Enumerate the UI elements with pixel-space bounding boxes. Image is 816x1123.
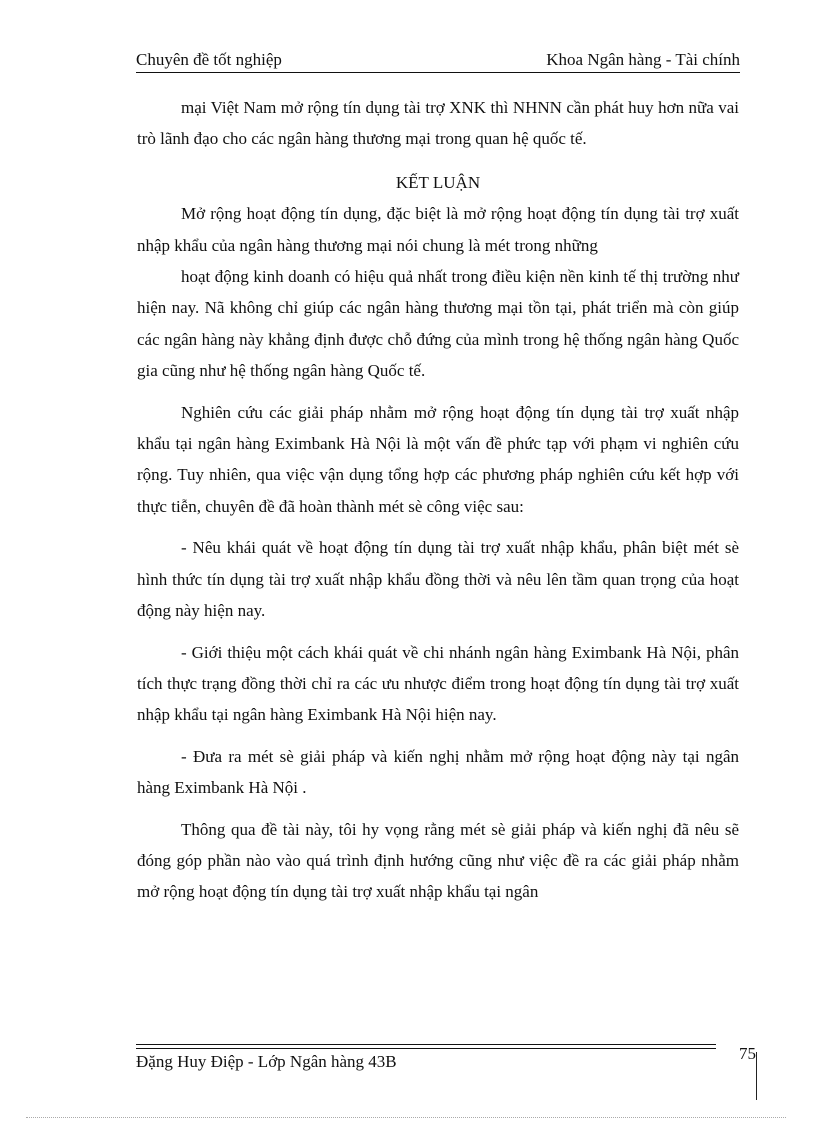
body-text [137, 92, 739, 908]
footer-vertical-line [756, 1052, 757, 1100]
page-number: 75 [739, 1044, 756, 1063]
page-bottom-dotted-line [26, 1117, 786, 1118]
paragraph-item-1: - Nêu khái quát về hoạt động tín dụng tài trợ xuất nhập khẩu, phân biệt mét sè hình thức tín dụng tài trợ xuất nhập khẩu đồng thời và nêu lên tầm quan trọng của hoạt động này hiện nay. [137, 538, 739, 621]
paragraph-conclusion-1b: hoạt động kinh doanh có hiệu quả nhất trong điều kiện nền kinh tế thị trường như hiện nay. Nã không chỉ giúp các ngân hàng thương mại tồn tại, phát triển mà còn giúp các ngân hàng này khẳng định được chỗ đứng của mình trong hệ thống ngân hàng Quốc gia cũng như hệ thống ngân hàng Quốc tế. [137, 267, 739, 381]
footer-author: Đặng Huy Điệp - Lớp Ngân hàng 43B [136, 1052, 397, 1071]
paragraph-item-3: - Đưa ra mét sè giải pháp và kiến nghị nhằm mở rộng hoạt động này tại ngân hàng Eximbank Hà Nội . [137, 746, 739, 798]
paragraph-intro: mại Việt Nam mở rộng tín dụng tài trợ XNK thì NHNN cần phát huy hơn nữa vai trò lãnh đạo cho các ngân hàng thương mại trong quan hệ quốc tế. [137, 98, 739, 149]
page-header [136, 50, 740, 73]
header-right: Khoa Ngân hàng - Tài chính [546, 50, 740, 69]
paragraph-conclusion-1a: Mở rộng hoạt động tín dụng, đặc biệt là mở rộng hoạt động tín dụng tài trợ xuất nhập khẩu của ngân hàng thương mại nói chung là mét trong những [137, 204, 739, 255]
header-left: Chuyên đề tốt nghiệp [136, 50, 282, 69]
paragraph-closing: Thông qua đề tài này, tôi hy vọng rằng mét sè giải pháp và kiến nghị đã nêu sẽ đóng góp phần nào vào quá trình định hướng cũng như việc đề ra các giải pháp nhằm mở rộng hoạt động tín dụng tài trợ xuất nhập khẩu tại ngân [137, 819, 739, 902]
paragraph-item-2: - Giới thiệu một cách khái quát về chi nhánh ngân hàng Eximbank Hà Nội, phân tích thực trạng đồng thời chỉ ra các ưu nhược điểm trong hoạt động tín dụng tài trợ xuất nhập khẩu tại ngân hàng Eximbank Hà Nội hiện nay. [137, 642, 739, 725]
paragraph-research: Nghiên cứu các giải pháp nhằm mở rộng hoạt động tín dụng tài trợ xuất nhập khẩu tại ngân hàng Eximbank Hà Nội là một vấn đề phức tạp với phạm vi nghiên cứu rộng. Tuy nhiên, qua việc vận dụng tổng hợp các phương pháp nghiên cứu kết hợp với thực tiễn, chuyên đề đã hoàn thành mét sè công việc sau: [137, 402, 739, 516]
footer-rule [136, 1044, 716, 1049]
section-title: KẾT LUẬN [395, 172, 481, 192]
